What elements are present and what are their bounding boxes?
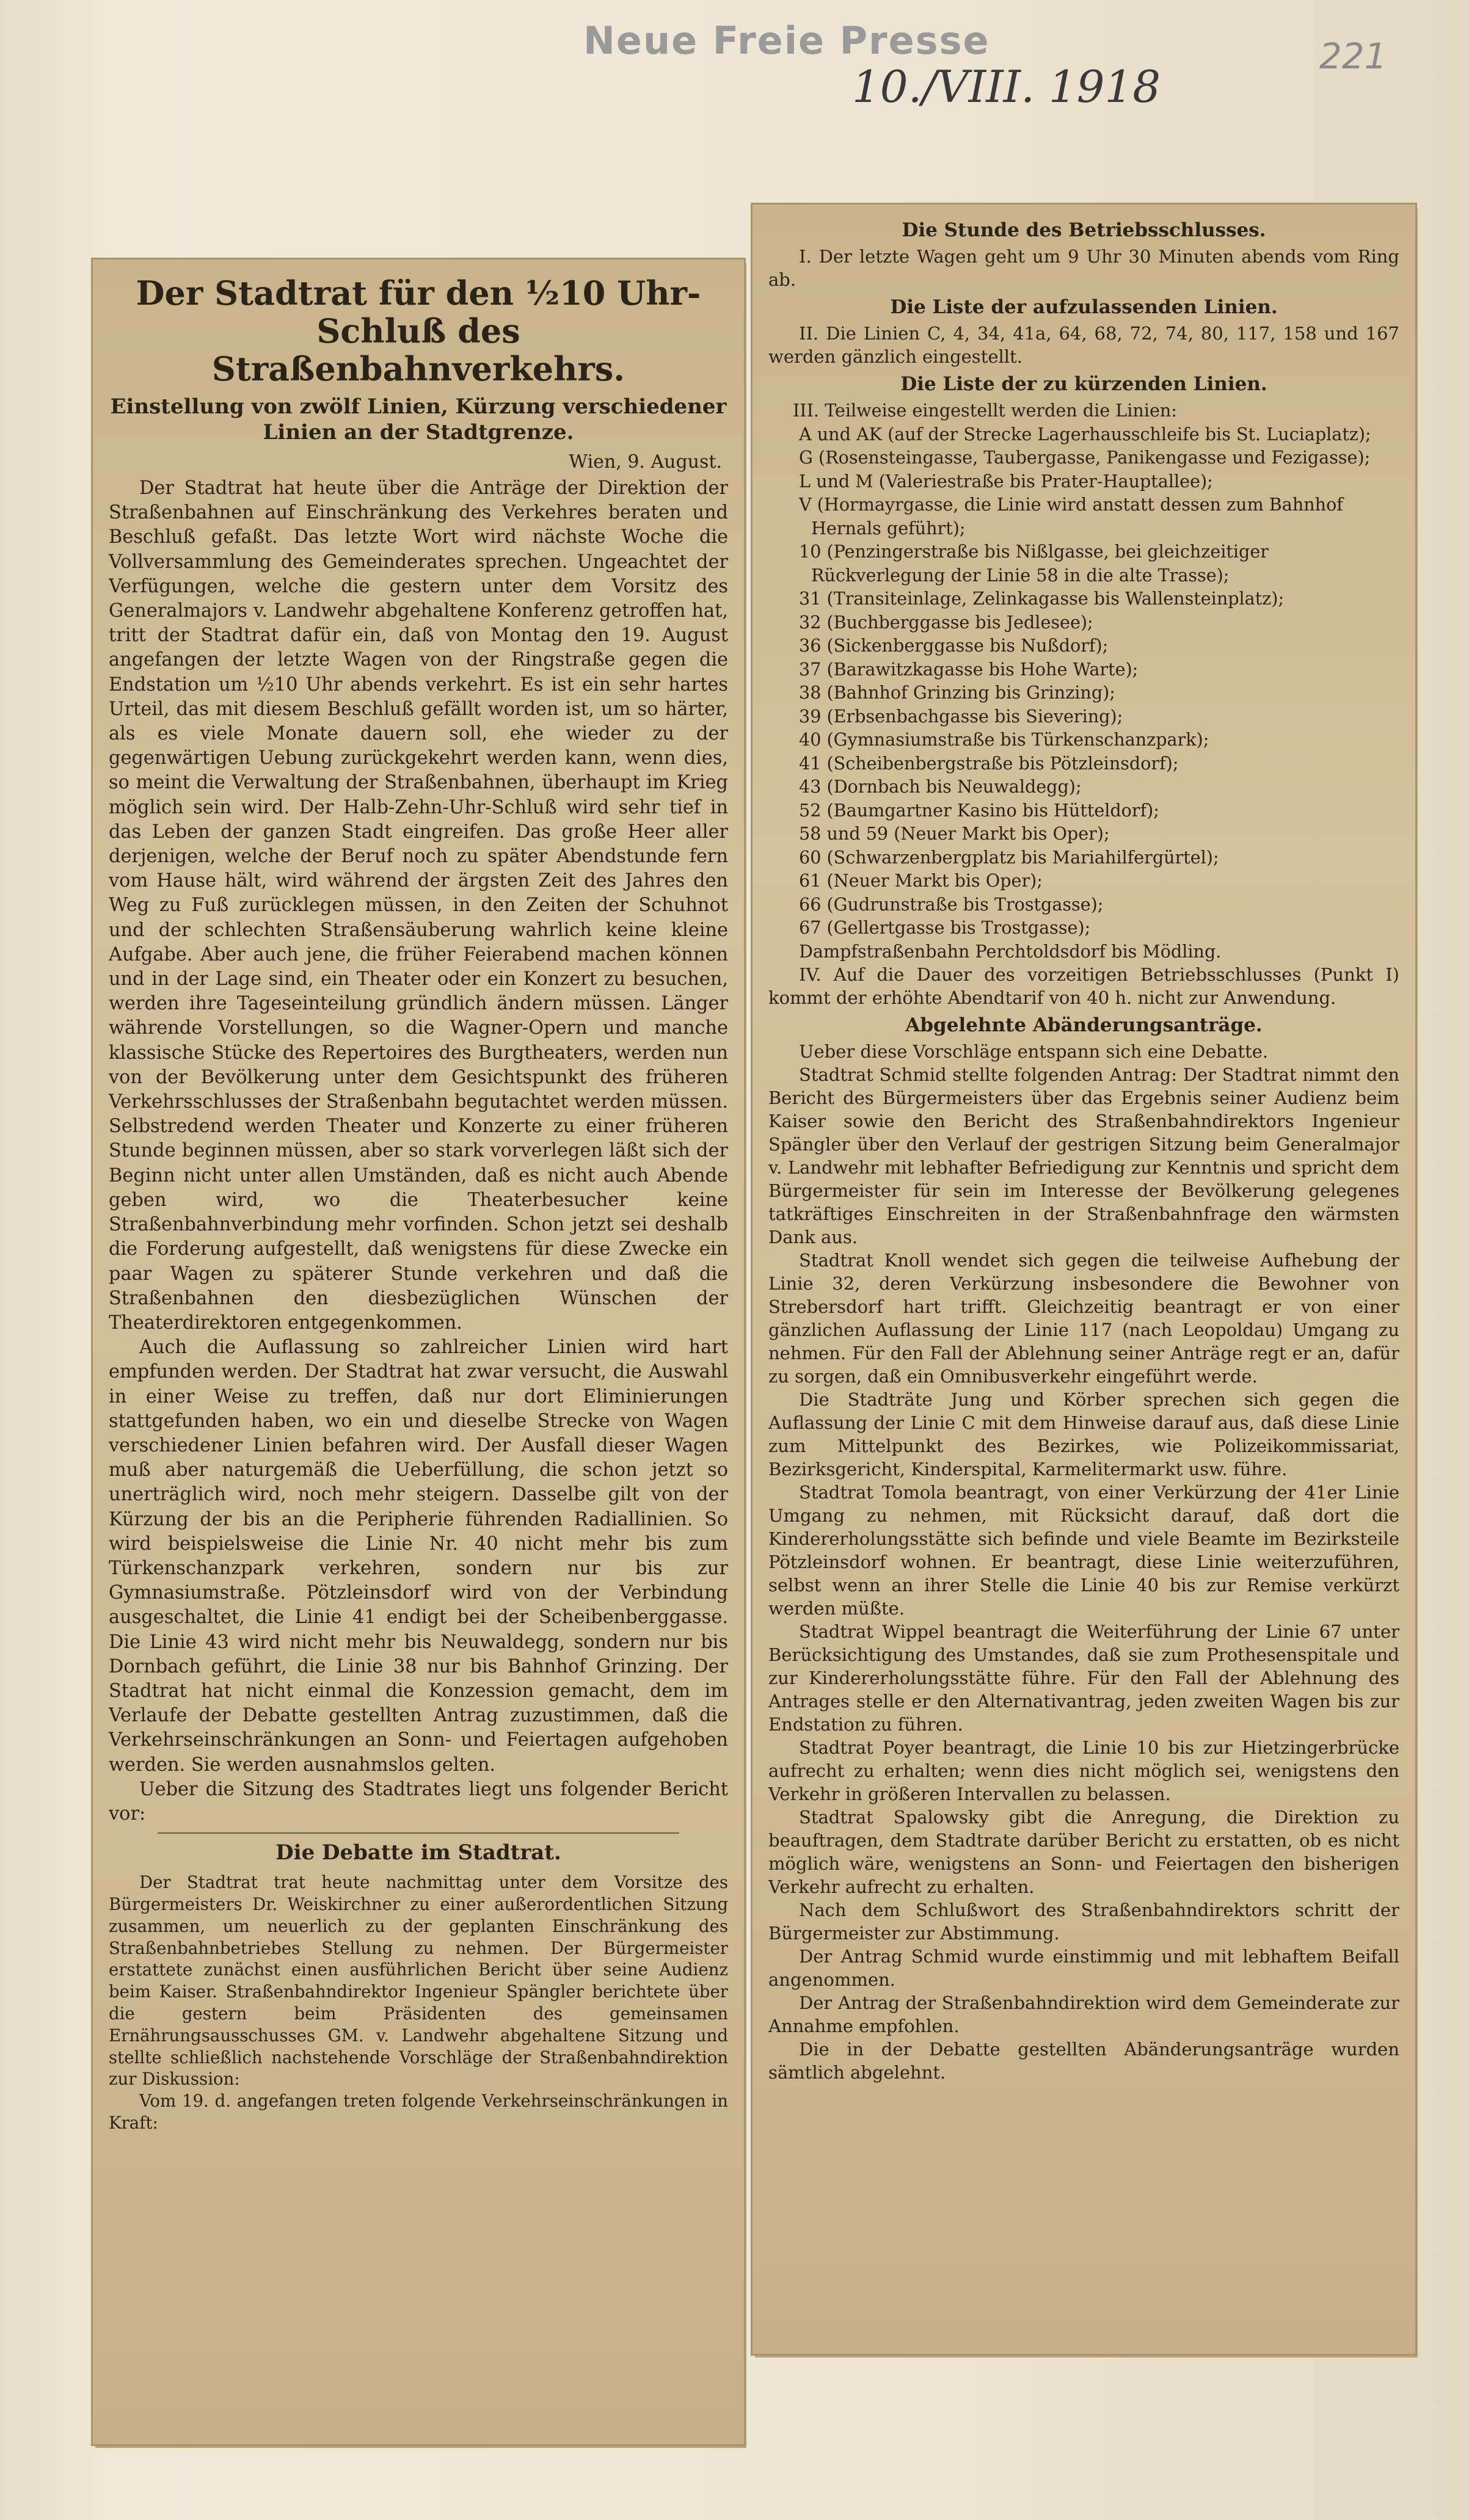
list-item: 66 (Gudrunstraße bis Trostgasse); [799,893,1104,915]
paragraph: Stadtrat Knoll wendet sich gegen die teilweise Aufhebung der Linie 32, deren Verkürzung insbesondere die Bewohner von Strebersdorf hart trifft. Gleichzeitig beantragt er von einer gänzlichen Auflassung der Linie 117 (nach Leopoldau) Umgang zu nehmen. Für den Fall der Ablehnung seiner Anträge regt er an, dafür zu sorgen, daß ein Omnibusverkehr eingeführt werde. [768,1250,1399,1387]
divider [158,1832,679,1834]
paragraph: Die Stadträte Jung und Körber sprechen sich gegen die Auflassung der Linie C mit dem Hinweise darauf aus, daß diese Linie zum Mittelpunkt des Bezirkes, wie Polizeikommissariat, Bezirksgericht, Kinderspital, Karmelitermarkt usw. führe. [768,1389,1399,1480]
list-item: 31 (Transiteinlage, Zelinkagasse bis Wallensteinplatz); [799,588,1285,609]
list-item: 40 (Gymnasiumstraße bis Türkenschanzpark); [799,729,1209,750]
shortened-lines-list [768,399,1399,963]
paragraph: II. Die Linien C, 4, 34, 41a, 64, 68, 72, 74, 80, 117, 158 und 167 werden gänzlich eingestellt. [768,323,1399,367]
clipping-right-column [753,205,1415,2354]
paragraph: Der Antrag der Straßenbahndirektion wird dem Gemeinderate zur Annahme empfohlen. [768,1992,1399,2036]
list-item: 60 (Schwarzenbergplatz bis Mariahilfergürtel); [799,846,1219,868]
debate-details [768,1040,1399,2084]
paragraph: Der Stadtrat hat heute über die Anträge der Direktion der Straßenbahnen auf Einschränkung des Verkehres beraten und Beschluß gefaßt. Das letzte Wort wird nächste Woche die Vollversammlung des Gemeinderates sprechen. Ungeachtet der Verfügungen, welche die gestern unter dem Vorsitz des Generalmajors v. Landwehr abgehaltene Konferenz getroffen hat, tritt der Stadtrat dafür ein, daß von Montag den 19. August angefangen der letzte Wagen von der Ringstraße gegen die Endstation um ½10 Uhr abends verkehrt. Es ist ein sehr hartes Urteil, das mit diesem Beschluß gefällt worden ist, um so härter, als es viele Monate dauern soll, ehe wieder zu der gegenwärtigen Uebung zurückgekehrt werden kann, wenn dies, so meint die Verwaltung der Straßenbahnen, überhaupt im Krieg möglich sein wird. Der Halb-Zehn-Uhr-Schluß wird sehr tief in das Leben der ganzen Stadt eingreifen. Das große Heer aller derjenigen, welche der Beruf noch zu später Abendstunde fern vom Hause hält, wird während der ärgsten Zeit des Jahres den Weg zu Fuß zurücklegen müssen, in den Zeiten der Schuhnot und der schlechten Straßensäuberung wahrlich keine kleine Aufgabe. Aber auch jene, die früher Feierabend machen können und in der Lage sind, ein Theater oder ein Konzert zu besuchen, werden ihre Tageseinteilung gründlich ändern müssen. Länger währende Vorstellungen, so die Wagner-Opern und manche klassische Stücke des Repertoires des Burgtheaters, werden nun von der Bevölkerung unter dem Gesichtspunkt des früheren Verkehrsschlusses der Straßenbahn begutachtet werden müssen. Selbstredend werden Theater und Konzerte zu einer früheren Stunde beginnen müssen, aber so stark vorverlegen läßt sich der Beginn nicht unter allen Umständen, daß es nicht auch Abende geben wird, wo die Theaterbesucher keine Straßenbahnverbindung mehr vorfinden. Schon jetzt sei deshalb die Forderung aufgestellt, daß wenigstens für diese Zwecke ein paar Wagen zu späterer Stunde verkehren und daß die Straßenbahnen den diesbezüglichen Wünschen der Theaterdirektoren entgegenkommen. [109,477,728,1334]
debate-heading: Die Debatte im Stadtrat. [275,1840,561,1865]
paragraph: Stadtrat Wippel beantragt die Weiterführung der Linie 67 unter Berücksichtigung des Umstandes, daß sie zum Prothesenspitale und zur Kindererholungsstätte führe. Für den Fall der Ablehnung des Antrages stelle er den Alternativantrag, jeden zweiten Wagen bis zur Endstation zu führen. [768,1621,1399,1735]
paragraph: Der Antrag Schmid wurde einstimmig und mit lebhaftem Beifall angenommen. [768,1946,1399,1990]
section-heading: Die Liste der aufzulassenden Linien. [890,296,1278,318]
list-item: Dampfstraßenbahn Perchtoldsdorf bis Mödling. [799,940,1222,962]
paragraph: Die in der Debatte gestellten Abänderungsanträge wurden sämtlich abgelehnt. [768,2039,1399,2083]
list-item: 61 (Neuer Markt bis Oper); [799,870,1043,891]
list-item: 39 (Erbsenbachgasse bis Sievering); [799,705,1123,727]
paragraph: Auch die Auflassung so zahlreicher Linien wird hart empfunden werden. Der Stadtrat hat zwar versucht, die Auswahl in einer Weise zu treffen, daß nur dort Eliminierungen stattgefunden haben, wo ein und dieselbe Strecke von Wagen verschiedener Linien befahren wird. Der Ausfall dieser Wagen muß aber naturgemäß die Ueberfüllung, die schon jetzt so unerträglich wird, noch mehr steigern. Dasselbe gilt von der Kürzung der bis an die Peripherie führenden Radiallinien. So wird beispielsweise die Linie Nr. 40 nicht mehr bis zum Türkenschanzpark verkehren, sondern nur bis zur Gymnasiumstraße. Pötzleinsdorf wird von der Verbindung ausgeschaltet, die Linie 41 endigt bei der Scheibenberggasse. Die Linie 43 wird nicht mehr bis Neuwaldegg, sondern nur bis Dornbach geführt, die Linie 38 nur bis Bahnhof Grinzing. Der Stadtrat hat nicht einmal die Konzession gemacht, dem im Verlaufe der Debatte gestellten Antrag zuzustimmen, daß die Verkehrseinschränkungen an Sonn- und Feiertagen aufgehoben werden. Sie werden ausnahmslos gelten. [109,1337,728,1776]
dateline: Wien, 9. August. [569,451,722,473]
section-heading: Die Stunde des Betriebsschlusses. [902,219,1266,241]
paragraph: Nach dem Schlußwort des Straßenbahndirektors schritt der Bürgermeister zur Abstimmung. [768,1900,1399,1944]
article-headline: Der Stadtrat für den ½10 Uhr-Schluß des Straßenbahnverkehrs. [136,274,701,388]
paragraph: Ueber die Sitzung des Stadtrates liegt uns folgender Bericht vor: [109,1778,728,1825]
paragraph: Stadtrat Schmid stellte folgenden Antrag: Der Stadtrat nimmt den Bericht des Bürgermeisters über das Ergebnis seiner Audienz beim Kaiser sowie den Bericht des Straßenbahndirektors Ingenieur Spängler über den Verlauf der gestrigen Sitzung beim Generalmajor v. Landwehr mit lebhafter Befriedigung zur Kenntnis und spricht dem Bürgermeister für sein im Interesse der Bevölkerung gelegenes tatkräftiges Einschreiten in der Straßenbahnfrage den wärmsten Dank aus. [768,1064,1399,1247]
list-item: 67 (Gellertgasse bis Trostgasse); [799,917,1091,938]
list-item: A und AK (auf der Strecke Lagerhausschleife bis St. Luciaplatz); [799,423,1371,445]
debate-body [109,1872,728,2134]
folio-number: 221 [1319,35,1387,77]
list-item: G (Rosensteingasse, Taubergasse, Panikengasse und Fezigasse); [799,447,1371,468]
newspaper-stamp: Neue Freie Presse [583,18,990,63]
list-item: 58 und 59 (Neuer Markt bis Oper); [799,823,1110,844]
list-item: 36 (Sickenberggasse bis Nußdorf); [799,635,1109,656]
paragraph: Der Stadtrat trat heute nachmittag unter dem Vorsitze des Bürgermeisters Dr. Weiskirchner zu einer außerordentlichen Sitzung zusammen, um neuerlich zu der geplanten Einschränkung des Straßenbahnbetriebes Stellung zu nehmen. Der Bürgermeister erstattete zunächst einen ausführlichen Bericht über seine Audienz beim Kaiser. Straßenbahndirektor Ingenieur Spängler berichtete über die gestern beim Präsidenten des gemeinsamen Ernährungsausschusses GM. v. Landwehr abgehaltene Sitzung und stellte schließlich nachstehende Vorschläge der Straßenbahndirektion zur Diskussion: [109,1872,728,2090]
article-body [109,476,728,1826]
section-heading: Die Liste der zu kürzenden Linien. [900,373,1267,395]
list-item: 43 (Dornbach bis Neuwaldegg); [799,776,1082,797]
list-item: 32 (Buchberggasse bis Jedlesee); [799,611,1093,633]
article-subhead: Einstellung von zwölf Linien, Kürzung verschiedener Linien an der Stadtgrenze. [110,394,727,445]
list-item: 41 (Scheibenbergstraße bis Pötzleinsdorf); [799,752,1179,774]
paragraph: Stadtrat Tomola beantragt, von einer Verkürzung der 41er Linie Umgang zu nehmen, mit Rücksicht darauf, daß dort die Kindererholungsstätte sich befinde und viele Beamte im Bezirksteile Pötzleinsdorf wohnen. Er beantragt, diese Linie weiterzuführen, selbst wenn an ihrer Stelle die Linie 40 bis zur Remise verkürzt werden müßte. [768,1482,1399,1619]
paragraph: IV. Auf die Dauer des vorzeitigen Betriebsschlusses (Punkt I) kommt der erhöhte Abendtarif von 40 h. nicht zur Anwendung. [768,964,1399,1008]
list-item: 37 (Barawitzkagasse bis Hohe Warte); [799,658,1139,680]
paragraph: Vom 19. d. angefangen treten folgende Verkehrseinschränkungen in Kraft: [109,2091,728,2133]
list-item: L und M (Valeriestraße bis Prater-Hauptallee); [799,470,1213,492]
paragraph: Stadtrat Spalowsky gibt die Anregung, die Direktion zu beauftragen, dem Stadtrate darüber Bericht zu erstatten, ob es nicht möglich wäre, wenigstens an Sonn- und Feiertagen den bisherigen Verkehr aufrecht zu erhalten. [768,1807,1399,1897]
list-intro: III. Teilweise eingestellt werden die Linien: [793,400,1177,421]
clipping-left-column [93,260,744,2444]
list-item: 52 (Baumgartner Kasino bis Hütteldorf); [799,799,1159,821]
paragraph: Stadtrat Poyer beantragt, die Linie 10 bis zur Hietzingerbrücke aufrecht zu erhalten; wenn dies nicht möglich sei, wenigstens den Verkehr in größeren Intervallen zu belassen. [768,1737,1399,1804]
paragraph: Ueber diese Vorschläge entspann sich eine Debatte. [799,1041,1269,1062]
paragraph: I. Der letzte Wagen geht um 9 Uhr 30 Minuten abends vom Ring ab. [768,246,1399,290]
list-item: V (Hormayrgasse, die Linie wird anstatt dessen zum Bahnhof Hernals geführt); [799,494,1343,539]
section-heading: Abgelehnte Abänderungsanträge. [905,1014,1263,1036]
list-item: 10 (Penzingerstraße bis Nißlgasse, bei gleichzeitiger Rückverlegung der Linie 58 in die alte Trasse); [799,541,1269,586]
handwritten-date: 10./VIII. 1918 [852,61,1161,112]
list-item: 38 (Bahnhof Grinzing bis Grinzing); [799,682,1115,703]
